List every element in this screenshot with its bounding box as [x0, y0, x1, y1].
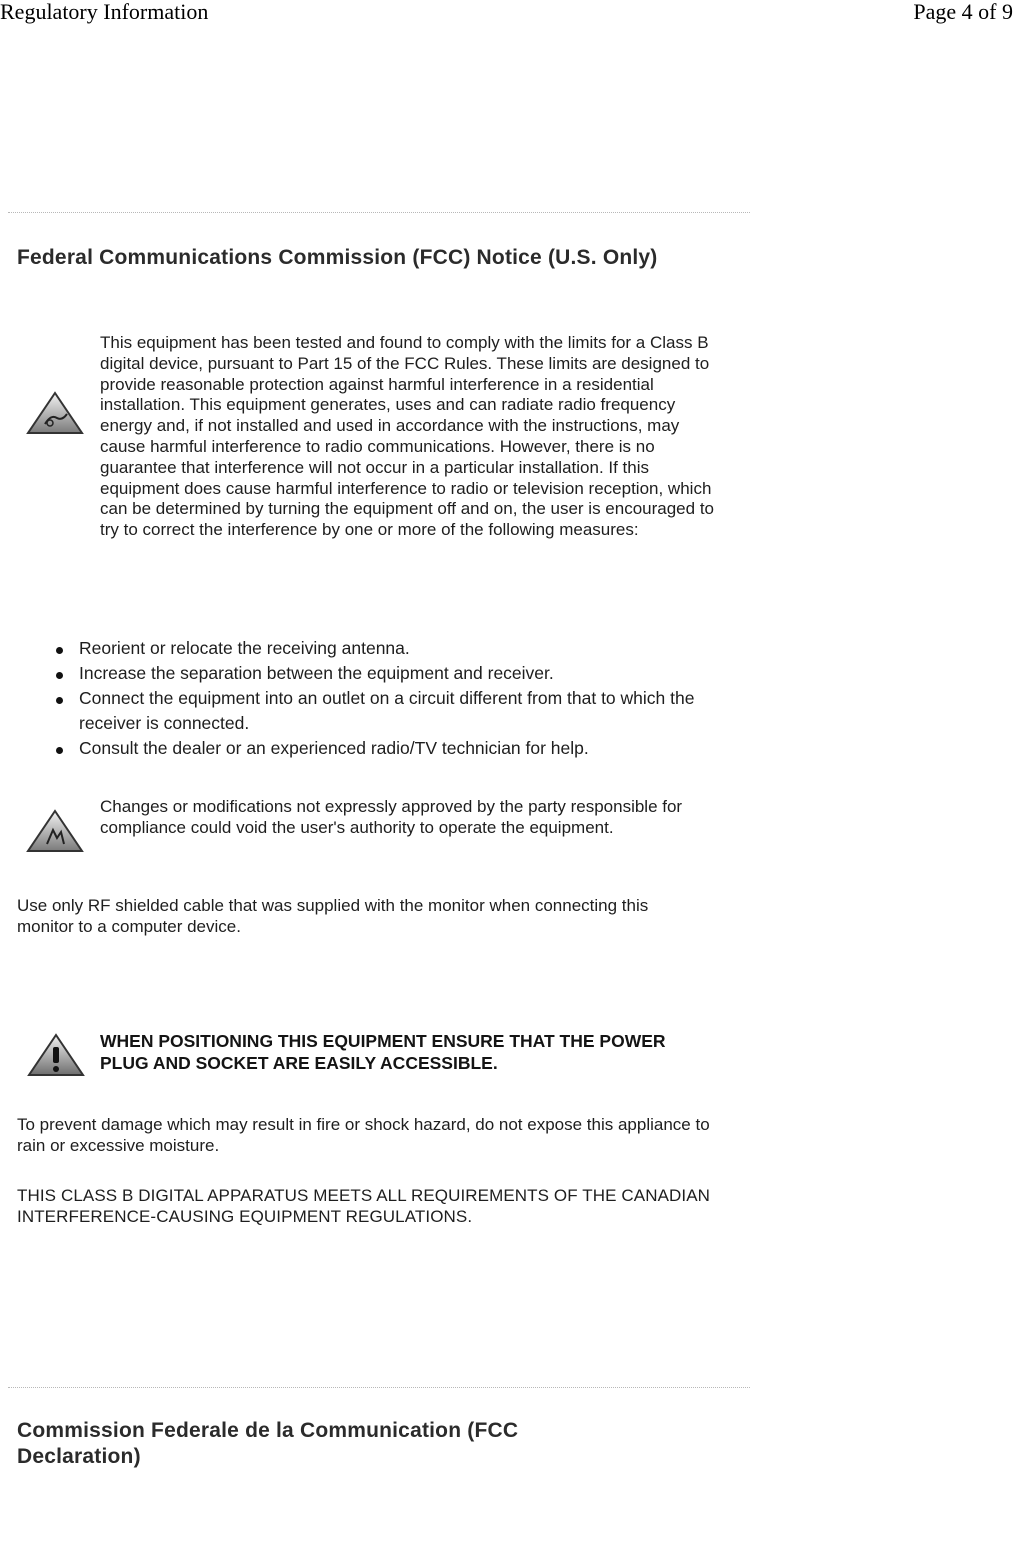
warning-triangle-icon: [25, 390, 85, 436]
section-heading-fcc: Federal Communications Commission (FCC) Notice (U.S. Only): [17, 246, 658, 269]
canada-statement-text: THIS CLASS B DIGITAL APPARATUS MEETS ALL REQUIREMENTS OF THE CANADIAN INTERFERENCE-CAUSING EQUIPMENT REGULATIONS.: [17, 1186, 711, 1226]
moisture-note-text: To prevent damage which may result in fire or shock hazard, do not expose this appliance to rain or excessive moisture.: [17, 1115, 710, 1155]
measures-list: [52, 636, 742, 761]
warning-triangle-icon: [25, 808, 85, 854]
section-divider: [8, 1387, 750, 1388]
page-number: Page 4 of 9: [913, 0, 1013, 24]
exclamation-triangle-icon: [26, 1032, 86, 1078]
cable-note-text: Use only RF shielded cable that was supplied with the monitor when connecting this monitor to a computer device.: [17, 896, 649, 936]
list-item: Consult the dealer or an experienced radio/TV technician for help.: [52, 736, 742, 761]
section-heading-fcc-french: Commission Federale de la Communication (FCC Declaration): [17, 1419, 519, 1468]
page-header-title: Regulatory Information: [0, 0, 209, 24]
list-item: Connect the equipment into an outlet on a circuit different from that to which the receiver is connected.: [52, 686, 742, 736]
section-divider: [8, 212, 750, 213]
list-item: Increase the separation between the equipment and receiver.: [52, 661, 742, 686]
list-item: Reorient or relocate the receiving antenna.: [52, 636, 742, 661]
fcc-notice-text: This equipment has been tested and found to comply with the limits for a Class B digital device, pursuant to Part 15 of the FCC Rules. These limits are designed to provide reasonable protection against harmful interference in a residential installation. This equipment generates, uses and can radiate radio frequency energy and, if not installed and used in accordance with the instructions, may cause harmful interference to radio communications. However, there is no guarantee that interference will not occur in a particular installation. If this equipment does cause harmful interference to radio or television reception, which can be determined by turning the equipment off and on, the user is encouraged to try to correct the interference by one or more of the following measures:: [100, 333, 714, 540]
changes-warning-text: Changes or modifications not expressly approved by the party responsible for compliance could void the user's authority to operate the equipment.: [100, 797, 683, 837]
positioning-warning-text: WHEN POSITIONING THIS EQUIPMENT ENSURE THAT THE POWER PLUG AND SOCKET ARE EASILY ACCESSIBLE.: [100, 1031, 666, 1073]
